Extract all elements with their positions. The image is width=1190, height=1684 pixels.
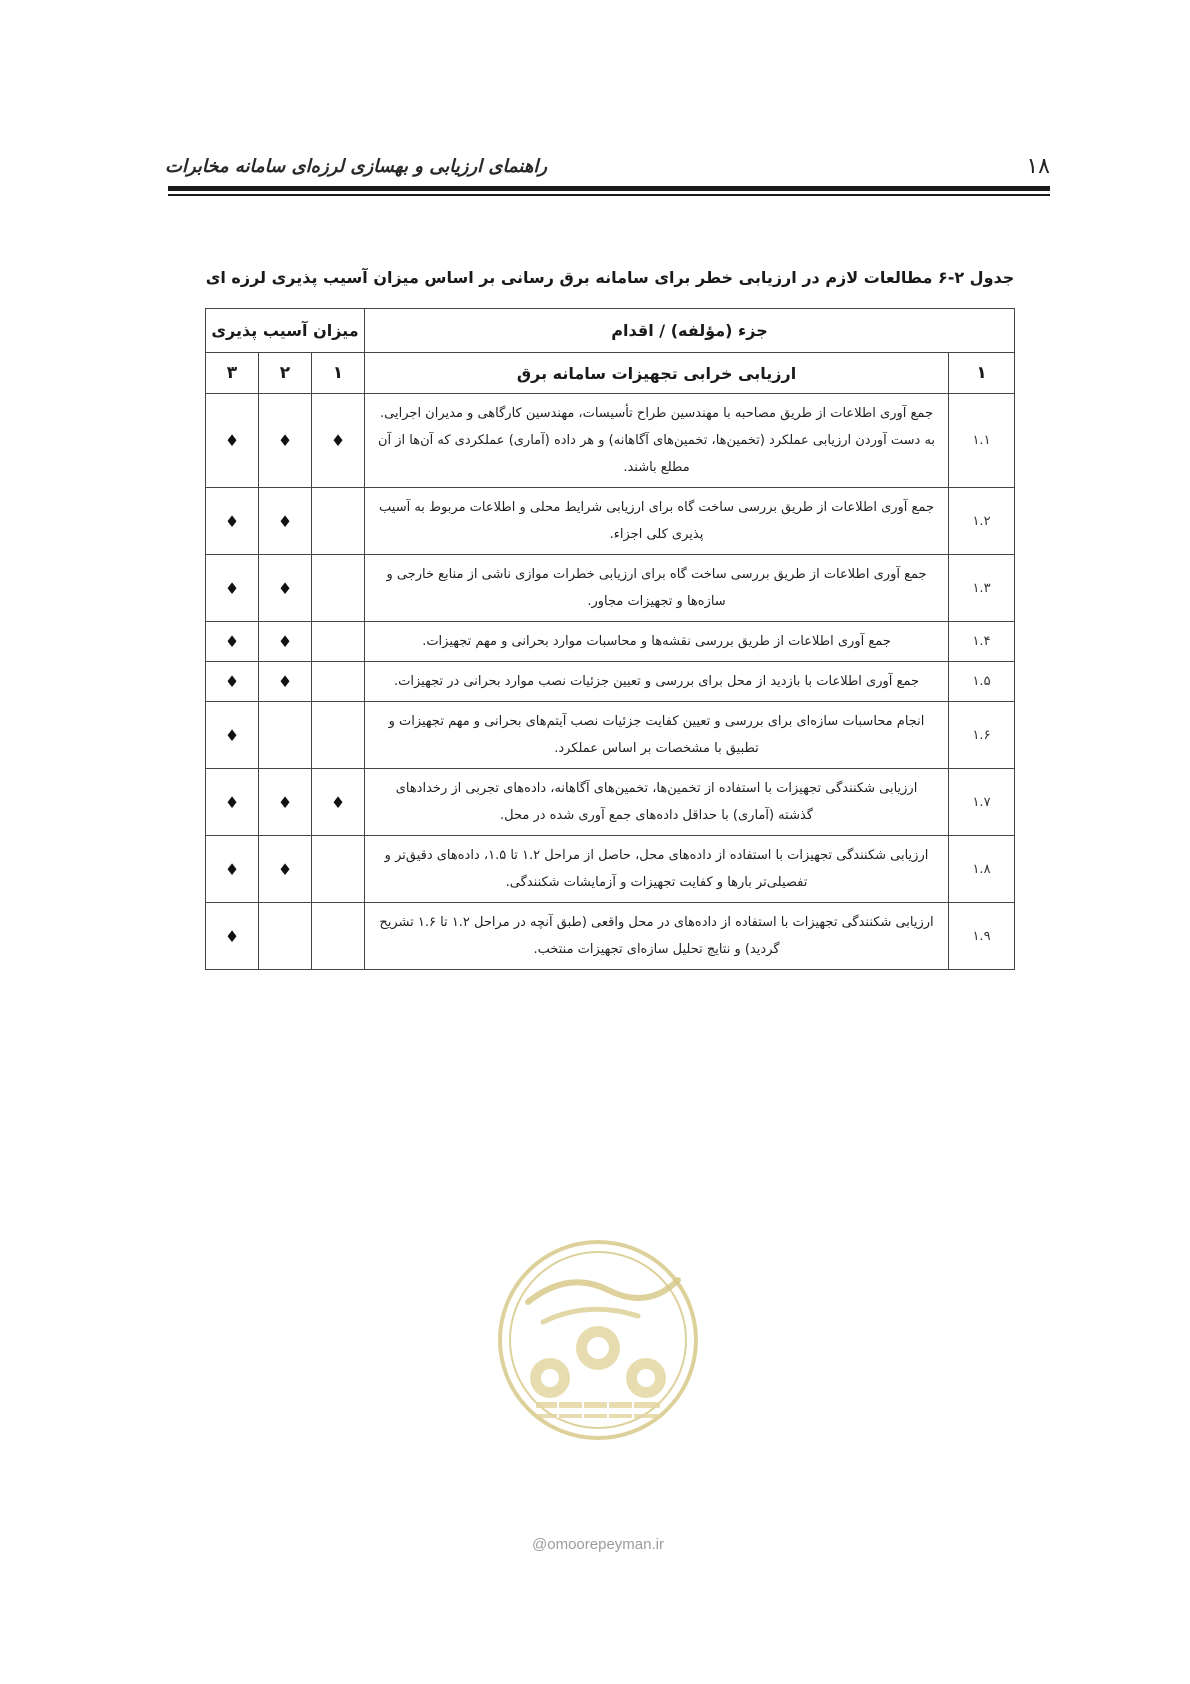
level-1-cell: [312, 488, 365, 555]
level-3-cell: [206, 836, 259, 903]
level-2-cell: [259, 903, 312, 970]
level-2-cell: [259, 394, 312, 488]
section-title: ارزیابی خرابی تجهیزات سامانه برق: [365, 353, 949, 394]
table-row: [206, 662, 1015, 702]
table-caption: جدول ۲-۶ مطالعات لازم در ارزیابی خطر برای سامانه برق رسانی بر اساس میزان آسیب پذیری لرزه ای: [205, 268, 1015, 287]
diamond-mark-icon: ♦: [224, 792, 240, 812]
diamond-mark-icon: ♦: [277, 511, 293, 531]
diamond-mark-icon: ♦: [224, 632, 240, 651]
row-number: ۱.۸: [949, 836, 1015, 903]
level-2-cell: [259, 769, 312, 836]
row-description: ارزیابی شکنندگی تجهیزات با استفاده از داده‌های محل، حاصل از مراحل ۱.۲ تا ۱.۵، داده‌های دقیق‌تر و تفصیلی‌تر بارها و کفایت تجهیزات و آزمایشات شکنندگی.: [365, 836, 949, 903]
row-description: جمع آوری اطلاعات از طریق بررسی ساخت گاه برای ارزیابی شرایط محلی و اطلاعات مربوط به آسیب پذیری کلی اجزاء.: [365, 488, 949, 555]
level-2-cell: [259, 622, 312, 662]
level-1-cell: [312, 662, 365, 702]
table-row: [206, 394, 1015, 488]
level-2-cell: [259, 836, 312, 903]
row-number: ۱.۲: [949, 488, 1015, 555]
level-1-cell: [312, 622, 365, 662]
page-number: ۱۸: [1026, 153, 1050, 179]
diamond-mark-icon: ♦: [330, 792, 346, 812]
table-row: [206, 769, 1015, 836]
header-rule-thin: [168, 194, 1050, 196]
header-rule-thick: [168, 186, 1050, 191]
row-number: ۱.۶: [949, 702, 1015, 769]
watermark-url: @omoorepeyman.ir: [532, 1536, 664, 1553]
running-title: راهنمای ارزیابی و بهسازی لرزه‌ای سامانه مخابرات: [165, 155, 548, 177]
diamond-mark-icon: ♦: [224, 672, 240, 691]
row-description: جمع آوری اطلاعات با بازدید از محل برای بررسی و تعیین جزئیات نصب موارد بحرانی در تجهیزات.: [365, 662, 949, 702]
level-3-cell: [206, 662, 259, 702]
diamond-mark-icon: ♦: [277, 792, 293, 812]
header-vulnerability: میزان آسیب پذیری: [206, 309, 365, 353]
diamond-mark-icon: ♦: [277, 672, 293, 691]
table-row: [206, 702, 1015, 769]
level-1-cell: [312, 702, 365, 769]
row-description: ارزیابی شکنندگی تجهیزات با استفاده از داده‌های در محل واقعی (طبق آنچه در مراحل ۱.۲ تا ۱.۶ تشریح گردید) و نتایج تحلیل سازه‌ای تجهیزات منتخب.: [365, 903, 949, 970]
row-number: ۱.۵: [949, 662, 1015, 702]
level-3-cell: [206, 555, 259, 622]
level-3-cell: [206, 488, 259, 555]
row-number: ۱.۴: [949, 622, 1015, 662]
header-component: جزء (مؤلفه) / اقدام: [365, 309, 1015, 353]
row-description: جمع آوری اطلاعات از طریق مصاحبه با مهندسین طراح تأسیسات، مهندسین کارگاهی و مدیران اجرایی. به دست آوردن ارزیابی عملکرد (تخمین‌ها، تخمین‌های آگاهانه) و هر داده (آماری) عملکردی که آن‌ها از آن مطلع باشند.: [365, 394, 949, 488]
level-2-cell: [259, 662, 312, 702]
level-3-cell: [206, 394, 259, 488]
diamond-mark-icon: ♦: [224, 859, 240, 879]
level-header-1: ۱: [312, 353, 365, 394]
level-2-cell: [259, 702, 312, 769]
diamond-mark-icon: ♦: [277, 431, 293, 450]
row-number: ۱.۱: [949, 394, 1015, 488]
level-3-cell: [206, 769, 259, 836]
diamond-mark-icon: ♦: [224, 578, 240, 598]
level-2-cell: [259, 555, 312, 622]
diamond-mark-icon: ♦: [224, 926, 240, 946]
table-header-row: [206, 309, 1015, 353]
level-1-cell: [312, 394, 365, 488]
table-row: [206, 555, 1015, 622]
row-description: جمع آوری اطلاعات از طریق بررسی نقشه‌ها و محاسبات موارد بحرانی و مهم تجهیزات.: [365, 622, 949, 662]
section-row: [206, 353, 1015, 394]
table-row: [206, 488, 1015, 555]
level-header-3: ۳: [206, 353, 259, 394]
level-1-cell: [312, 836, 365, 903]
level-3-cell: [206, 903, 259, 970]
level-1-cell: [312, 555, 365, 622]
row-description: انجام محاسبات سازه‌ای برای بررسی و تعیین کفایت جزئیات نصب آیتم‌های بحرانی و مهم تجهیزات و تطبیق با مشخصات بر اساس عملکرد.: [365, 702, 949, 769]
table-row: [206, 903, 1015, 970]
section-number: ۱: [949, 353, 1015, 394]
row-number: ۱.۳: [949, 555, 1015, 622]
diamond-mark-icon: ♦: [277, 578, 293, 598]
assessment-table: [205, 308, 1015, 970]
row-description: جمع آوری اطلاعات از طریق بررسی ساخت گاه برای ارزیابی خطرات موازی ناشی از منابع خارجی و سازه‌ها و تجهیزات مجاور.: [365, 555, 949, 622]
diamond-mark-icon: ♦: [224, 431, 240, 450]
diamond-mark-icon: ♦: [277, 859, 293, 879]
watermark-seal: [488, 1230, 708, 1450]
table-row: [206, 622, 1015, 662]
row-number: ۱.۷: [949, 769, 1015, 836]
diamond-mark-icon: ♦: [224, 725, 240, 745]
level-1-cell: [312, 769, 365, 836]
diamond-mark-icon: ♦: [330, 431, 346, 450]
level-header-2: ۲: [259, 353, 312, 394]
row-description: ارزیابی شکنندگی تجهیزات با استفاده از تخمین‌ها، تخمین‌های آگاهانه، داده‌های تجربی از رخدادهای گذشته (آماری) با حداقل داده‌های جمع آوری شده در محل.: [365, 769, 949, 836]
row-number: ۱.۹: [949, 903, 1015, 970]
level-1-cell: [312, 903, 365, 970]
diamond-mark-icon: ♦: [224, 511, 240, 531]
level-2-cell: [259, 488, 312, 555]
table-row: [206, 836, 1015, 903]
level-3-cell: [206, 622, 259, 662]
diamond-mark-icon: ♦: [277, 632, 293, 651]
level-3-cell: [206, 702, 259, 769]
page-header: [165, 150, 1050, 182]
